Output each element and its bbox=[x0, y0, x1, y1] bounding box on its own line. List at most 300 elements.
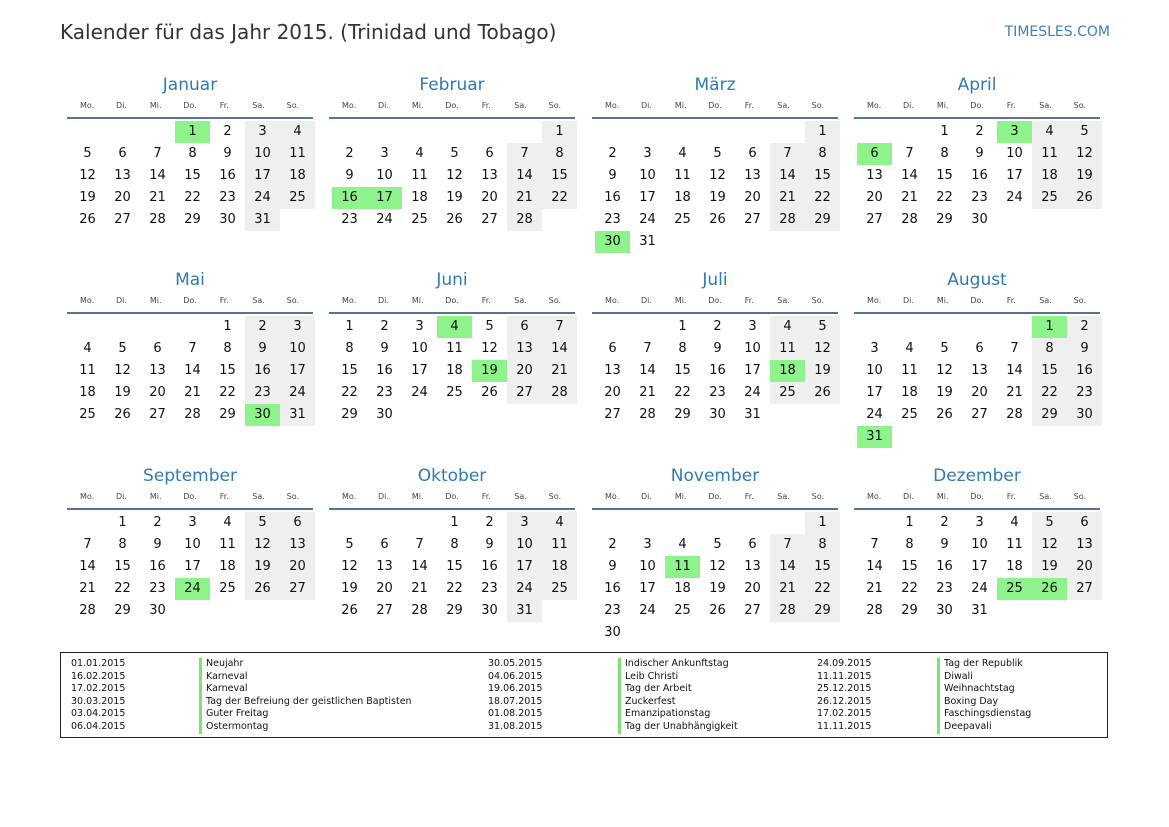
day-cell: 5 bbox=[485, 319, 494, 334]
holiday-date: 01.08.2015 bbox=[488, 708, 543, 720]
weekday-label: Di. bbox=[377, 101, 389, 110]
day-cell: 1 bbox=[805, 121, 840, 143]
empty-cell bbox=[175, 316, 210, 338]
empty-cell bbox=[665, 121, 700, 143]
day-cell: 7 bbox=[415, 537, 424, 552]
empty-cell bbox=[472, 121, 507, 143]
weekday-label: Do. bbox=[445, 101, 459, 110]
weekday-label: So. bbox=[1073, 492, 1087, 501]
day-cell: 6 bbox=[1067, 512, 1102, 534]
holiday-date: 26.12.2015 bbox=[817, 695, 872, 707]
empty-cell bbox=[700, 121, 735, 143]
site-link[interactable]: TIMESLES.COM bbox=[1004, 24, 1110, 40]
empty-cell bbox=[507, 121, 542, 143]
day-cell: 20 bbox=[481, 190, 498, 205]
day-cell: 8 bbox=[118, 537, 127, 552]
day-cell: 17 bbox=[744, 363, 761, 378]
day-cell: 8 bbox=[940, 146, 949, 161]
day-cell: 4 bbox=[1032, 121, 1067, 143]
month-februar bbox=[329, 74, 575, 231]
holiday-date: 18.07.2015 bbox=[488, 695, 543, 707]
weekday-label: Mo. bbox=[342, 101, 357, 110]
day-cell: 14 bbox=[770, 556, 805, 578]
day-grid bbox=[329, 316, 575, 426]
day-cell: 23 bbox=[1067, 382, 1102, 404]
day-cell: 27 bbox=[280, 578, 315, 600]
day-cell: 25 bbox=[674, 212, 691, 227]
day-cell: 13 bbox=[280, 534, 315, 556]
holiday-day-cell: 18 bbox=[770, 360, 805, 382]
holiday-list bbox=[60, 652, 1108, 738]
day-cell: 20 bbox=[507, 360, 542, 382]
day-cell: 20 bbox=[744, 190, 761, 205]
day-cell: 5 bbox=[805, 316, 840, 338]
empty-cell bbox=[927, 316, 962, 338]
holiday-date: 30.03.2015 bbox=[71, 695, 126, 707]
day-cell: 1 bbox=[678, 319, 687, 334]
weekday-label: So. bbox=[548, 296, 562, 305]
day-cell: 4 bbox=[542, 512, 577, 534]
day-cell: 24 bbox=[639, 212, 656, 227]
day-cell: 2 bbox=[608, 146, 617, 161]
weekday-label: Do. bbox=[708, 296, 722, 305]
holiday-day-cell: 31 bbox=[857, 426, 892, 448]
day-cell: 24 bbox=[280, 382, 315, 404]
empty-cell bbox=[595, 121, 630, 143]
day-cell: 17 bbox=[184, 559, 201, 574]
day-cell: 31 bbox=[971, 603, 988, 618]
weekday-label: Mo. bbox=[605, 101, 620, 110]
day-cell: 8 bbox=[1032, 338, 1067, 360]
day-cell: 28 bbox=[770, 600, 805, 622]
weekday-label: So. bbox=[811, 296, 825, 305]
weekday-label: Mo. bbox=[80, 101, 95, 110]
day-cell: 5 bbox=[1067, 121, 1102, 143]
holiday-date: 17.02.2015 bbox=[817, 708, 872, 720]
weekday-header bbox=[329, 294, 575, 314]
weekday-label: Sa. bbox=[1039, 101, 1052, 110]
day-cell: 6 bbox=[608, 341, 617, 356]
day-cell: 21 bbox=[1006, 385, 1023, 400]
day-cell: 25 bbox=[219, 581, 236, 596]
empty-cell bbox=[402, 121, 437, 143]
day-cell: 21 bbox=[79, 581, 96, 596]
day-cell: 16 bbox=[936, 559, 953, 574]
holiday-name: Emanzipationstag bbox=[618, 708, 738, 721]
day-cell: 16 bbox=[604, 581, 621, 596]
day-cell: 14 bbox=[507, 165, 542, 187]
weekday-label: Mi. bbox=[674, 492, 687, 501]
weekday-label: Mo. bbox=[80, 296, 95, 305]
day-cell: 17 bbox=[1006, 168, 1023, 183]
day-cell: 3 bbox=[280, 316, 315, 338]
holiday-day-cell: 6 bbox=[857, 143, 892, 165]
weekday-label: Fr. bbox=[744, 296, 754, 305]
day-cell: 9 bbox=[975, 146, 984, 161]
day-cell: 25 bbox=[674, 603, 691, 618]
day-cell: 14 bbox=[901, 168, 918, 183]
day-cell: 24 bbox=[971, 581, 988, 596]
day-cell: 15 bbox=[219, 363, 236, 378]
day-cell: 5 bbox=[83, 146, 92, 161]
weekday-label: Di. bbox=[377, 492, 389, 501]
page-title: Kalender für das Jahr 2015. (Trinidad und Tobago) bbox=[60, 20, 557, 44]
empty-cell bbox=[962, 316, 997, 338]
day-cell: 27 bbox=[744, 603, 761, 618]
empty-cell bbox=[367, 121, 402, 143]
day-grid bbox=[592, 121, 838, 253]
day-cell: 11 bbox=[219, 537, 236, 552]
holiday-name: Indischer Ankunftstag bbox=[618, 658, 738, 671]
day-cell: 30 bbox=[971, 212, 988, 227]
day-cell: 8 bbox=[345, 341, 354, 356]
weekday-header bbox=[592, 490, 838, 510]
day-cell: 26 bbox=[341, 603, 358, 618]
day-cell: 18 bbox=[1006, 559, 1023, 574]
empty-cell bbox=[367, 512, 402, 534]
month-september bbox=[67, 465, 313, 622]
weekday-header bbox=[854, 99, 1100, 119]
day-cell: 12 bbox=[936, 363, 953, 378]
day-cell: 30 bbox=[481, 603, 498, 618]
day-cell: 9 bbox=[608, 559, 617, 574]
holiday-date: 04.06.2015 bbox=[488, 670, 543, 682]
day-cell: 26 bbox=[114, 407, 131, 422]
weekday-label: Fr. bbox=[481, 101, 491, 110]
day-cell: 22 bbox=[805, 187, 840, 209]
day-cell: 20 bbox=[744, 581, 761, 596]
day-cell: 23 bbox=[604, 212, 621, 227]
empty-cell bbox=[105, 316, 140, 338]
day-grid bbox=[854, 512, 1100, 622]
day-cell: 24 bbox=[744, 385, 761, 400]
holiday-day-cell: 30 bbox=[245, 404, 280, 426]
day-cell: 12 bbox=[114, 363, 131, 378]
day-cell: 20 bbox=[280, 556, 315, 578]
day-cell: 30 bbox=[149, 603, 166, 618]
day-cell: 23 bbox=[219, 190, 236, 205]
holiday-date: 16.02.2015 bbox=[71, 670, 126, 682]
day-cell: 4 bbox=[678, 537, 687, 552]
weekday-label: Do. bbox=[183, 101, 197, 110]
day-cell: 3 bbox=[380, 146, 389, 161]
day-cell: 7 bbox=[643, 341, 652, 356]
holiday-names-col-3 bbox=[937, 658, 1031, 734]
day-cell: 15 bbox=[446, 559, 463, 574]
day-cell: 26 bbox=[1067, 187, 1102, 209]
day-cell: 8 bbox=[678, 341, 687, 356]
day-cell: 7 bbox=[83, 537, 92, 552]
day-cell: 25 bbox=[446, 385, 463, 400]
day-cell: 19 bbox=[245, 556, 280, 578]
holiday-date: 11.11.2015 bbox=[817, 720, 872, 732]
day-cell: 3 bbox=[507, 512, 542, 534]
weekday-label: So. bbox=[811, 492, 825, 501]
holiday-name: Leib Christi bbox=[618, 671, 738, 684]
day-cell: 19 bbox=[805, 360, 840, 382]
day-cell: 9 bbox=[485, 537, 494, 552]
day-cell: 23 bbox=[971, 190, 988, 205]
weekday-label: Do. bbox=[970, 296, 984, 305]
day-cell: 19 bbox=[1032, 556, 1067, 578]
holiday-day-cell: 26 bbox=[1032, 578, 1067, 600]
holiday-day-cell: 3 bbox=[997, 121, 1032, 143]
weekday-label: Mo. bbox=[605, 492, 620, 501]
day-cell: 12 bbox=[1032, 534, 1067, 556]
weekday-label: Mo. bbox=[867, 101, 882, 110]
day-cell: 27 bbox=[744, 212, 761, 227]
empty-cell bbox=[70, 316, 105, 338]
holiday-name: Faschingsdienstag bbox=[937, 708, 1031, 721]
weekday-label: Di. bbox=[902, 492, 914, 501]
day-cell: 12 bbox=[341, 559, 358, 574]
day-cell: 3 bbox=[975, 515, 984, 530]
day-cell: 28 bbox=[411, 603, 428, 618]
empty-cell bbox=[630, 316, 665, 338]
day-cell: 5 bbox=[345, 537, 354, 552]
day-cell: 24 bbox=[411, 385, 428, 400]
holiday-name: Tag der Befreiung der geistlichen Baptisten bbox=[199, 696, 412, 709]
empty-cell bbox=[857, 512, 892, 534]
day-cell: 31 bbox=[280, 404, 315, 426]
month-name: Oktober bbox=[417, 466, 487, 486]
weekday-label: So. bbox=[1073, 296, 1087, 305]
day-cell: 27 bbox=[376, 603, 393, 618]
weekday-label: So. bbox=[286, 492, 300, 501]
day-cell: 4 bbox=[83, 341, 92, 356]
day-cell: 22 bbox=[805, 578, 840, 600]
weekday-label: Mo. bbox=[80, 492, 95, 501]
day-cell: 8 bbox=[188, 146, 197, 161]
day-cell: 14 bbox=[1006, 363, 1023, 378]
day-cell: 2 bbox=[485, 515, 494, 530]
weekday-header bbox=[854, 294, 1100, 314]
weekday-label: Sa. bbox=[514, 296, 527, 305]
holiday-day-cell: 17 bbox=[367, 187, 402, 209]
day-cell: 21 bbox=[149, 190, 166, 205]
weekday-label: So. bbox=[286, 296, 300, 305]
weekday-label: Do. bbox=[445, 492, 459, 501]
day-cell: 11 bbox=[1006, 537, 1023, 552]
day-cell: 26 bbox=[481, 385, 498, 400]
weekday-label: Mo. bbox=[342, 296, 357, 305]
day-cell: 29 bbox=[114, 603, 131, 618]
weekday-label: Do. bbox=[708, 101, 722, 110]
weekday-label: Do. bbox=[970, 492, 984, 501]
day-cell: 21 bbox=[770, 187, 805, 209]
day-cell: 11 bbox=[674, 168, 691, 183]
weekday-label: So. bbox=[1073, 101, 1087, 110]
day-cell: 14 bbox=[79, 559, 96, 574]
weekday-label: Sa. bbox=[252, 296, 265, 305]
month-name: April bbox=[957, 75, 997, 95]
day-cell: 23 bbox=[149, 581, 166, 596]
weekday-label: Fr. bbox=[219, 492, 229, 501]
day-cell: 18 bbox=[542, 556, 577, 578]
day-cell: 22 bbox=[542, 187, 577, 209]
weekday-label: So. bbox=[548, 101, 562, 110]
day-cell: 12 bbox=[79, 168, 96, 183]
day-cell: 9 bbox=[223, 146, 232, 161]
month-name: Dezember bbox=[933, 466, 1021, 486]
weekday-header bbox=[67, 294, 313, 314]
day-cell: 1 bbox=[223, 319, 232, 334]
day-cell: 5 bbox=[1032, 512, 1067, 534]
day-cell: 20 bbox=[604, 385, 621, 400]
day-cell: 14 bbox=[639, 363, 656, 378]
weekday-label: So. bbox=[286, 101, 300, 110]
weekday-label: Mi. bbox=[936, 492, 949, 501]
day-cell: 22 bbox=[674, 385, 691, 400]
day-cell: 25 bbox=[79, 407, 96, 422]
day-cell: 2 bbox=[245, 316, 280, 338]
day-cell: 7 bbox=[870, 537, 879, 552]
day-cell: 26 bbox=[805, 382, 840, 404]
day-cell: 6 bbox=[153, 341, 162, 356]
weekday-label: Sa. bbox=[514, 492, 527, 501]
weekday-label: Di. bbox=[902, 101, 914, 110]
day-grid bbox=[67, 316, 313, 426]
day-cell: 16 bbox=[604, 190, 621, 205]
day-cell: 5 bbox=[940, 341, 949, 356]
day-cell: 2 bbox=[713, 319, 722, 334]
day-grid bbox=[854, 316, 1100, 448]
day-cell: 6 bbox=[118, 146, 127, 161]
day-cell: 10 bbox=[507, 534, 542, 556]
day-cell: 21 bbox=[639, 385, 656, 400]
day-cell: 30 bbox=[709, 407, 726, 422]
day-cell: 1 bbox=[542, 121, 577, 143]
day-cell: 8 bbox=[805, 143, 840, 165]
day-cell: 29 bbox=[805, 600, 840, 622]
day-cell: 11 bbox=[411, 168, 428, 183]
day-cell: 3 bbox=[415, 319, 424, 334]
holiday-date: 19.06.2015 bbox=[488, 683, 543, 695]
weekday-label: Fr. bbox=[219, 296, 229, 305]
day-cell: 29 bbox=[674, 407, 691, 422]
weekday-label: Fr. bbox=[481, 296, 491, 305]
holiday-date: 31.08.2015 bbox=[488, 720, 543, 732]
day-cell: 28 bbox=[79, 603, 96, 618]
day-cell: 21 bbox=[184, 385, 201, 400]
holiday-name: Tag der Unabhängigkeit bbox=[618, 721, 738, 734]
day-cell: 15 bbox=[184, 168, 201, 183]
day-cell: 8 bbox=[542, 143, 577, 165]
day-cell: 6 bbox=[748, 146, 757, 161]
day-cell: 3 bbox=[643, 537, 652, 552]
day-cell: 10 bbox=[376, 168, 393, 183]
day-cell: 2 bbox=[153, 515, 162, 530]
day-cell: 27 bbox=[604, 407, 621, 422]
weekday-label: Sa. bbox=[1039, 492, 1052, 501]
day-cell: 2 bbox=[223, 124, 232, 139]
day-cell: 20 bbox=[149, 385, 166, 400]
day-cell: 10 bbox=[245, 143, 280, 165]
day-cell: 19 bbox=[114, 385, 131, 400]
month-name: Juni bbox=[436, 270, 468, 290]
day-cell: 28 bbox=[770, 209, 805, 231]
day-cell: 29 bbox=[805, 209, 840, 231]
empty-cell bbox=[332, 512, 367, 534]
weekday-label: Di. bbox=[115, 492, 127, 501]
weekday-label: Sa. bbox=[777, 296, 790, 305]
empty-cell bbox=[665, 512, 700, 534]
weekday-label: Mi. bbox=[674, 296, 687, 305]
month-oktober bbox=[329, 465, 575, 622]
day-cell: 30 bbox=[1067, 404, 1102, 426]
day-cell: 12 bbox=[446, 168, 463, 183]
day-cell: 21 bbox=[507, 187, 542, 209]
day-cell: 7 bbox=[507, 143, 542, 165]
day-cell: 22 bbox=[341, 385, 358, 400]
day-cell: 26 bbox=[79, 212, 96, 227]
day-cell: 23 bbox=[481, 581, 498, 596]
weekday-label: Di. bbox=[115, 296, 127, 305]
day-cell: 11 bbox=[79, 363, 96, 378]
holiday-day-cell: 16 bbox=[332, 187, 367, 209]
weekday-label: Fr. bbox=[481, 492, 491, 501]
day-cell: 17 bbox=[866, 385, 883, 400]
empty-cell bbox=[892, 316, 927, 338]
month-name: Januar bbox=[162, 75, 218, 95]
day-cell: 10 bbox=[639, 559, 656, 574]
weekday-label: Mo. bbox=[867, 492, 882, 501]
weekday-label: Di. bbox=[640, 296, 652, 305]
empty-cell bbox=[857, 121, 892, 143]
day-cell: 23 bbox=[936, 581, 953, 596]
day-cell: 19 bbox=[79, 190, 96, 205]
day-cell: 15 bbox=[1032, 360, 1067, 382]
month-märz bbox=[592, 74, 838, 253]
holiday-date: 30.05.2015 bbox=[488, 658, 543, 669]
day-cell: 18 bbox=[446, 363, 463, 378]
day-cell: 17 bbox=[971, 559, 988, 574]
weekday-label: Mi. bbox=[411, 101, 424, 110]
weekday-label: Fr. bbox=[219, 101, 229, 110]
day-cell: 27 bbox=[1067, 578, 1102, 600]
day-cell: 16 bbox=[481, 559, 498, 574]
empty-cell bbox=[770, 512, 805, 534]
day-cell: 30 bbox=[936, 603, 953, 618]
day-cell: 11 bbox=[280, 143, 315, 165]
holiday-name: Karneval bbox=[199, 683, 412, 696]
empty-cell bbox=[402, 512, 437, 534]
day-cell: 14 bbox=[866, 559, 883, 574]
day-cell: 14 bbox=[184, 363, 201, 378]
day-cell: 13 bbox=[604, 363, 621, 378]
day-cell: 10 bbox=[184, 537, 201, 552]
weekday-label: Di. bbox=[640, 492, 652, 501]
day-cell: 9 bbox=[245, 338, 280, 360]
day-cell: 29 bbox=[1032, 404, 1067, 426]
day-cell: 22 bbox=[114, 581, 131, 596]
empty-cell bbox=[105, 121, 140, 143]
day-cell: 7 bbox=[153, 146, 162, 161]
day-cell: 15 bbox=[341, 363, 358, 378]
day-cell: 9 bbox=[608, 168, 617, 183]
weekday-label: Do. bbox=[445, 296, 459, 305]
holiday-name: Tag der Republik bbox=[937, 658, 1031, 671]
day-cell: 3 bbox=[188, 515, 197, 530]
day-cell: 4 bbox=[770, 316, 805, 338]
day-cell: 6 bbox=[280, 512, 315, 534]
day-cell: 4 bbox=[905, 341, 914, 356]
day-cell: 15 bbox=[936, 168, 953, 183]
day-cell: 25 bbox=[1032, 187, 1067, 209]
weekday-label: Mi. bbox=[411, 492, 424, 501]
day-cell: 25 bbox=[411, 212, 428, 227]
day-cell: 29 bbox=[184, 212, 201, 227]
